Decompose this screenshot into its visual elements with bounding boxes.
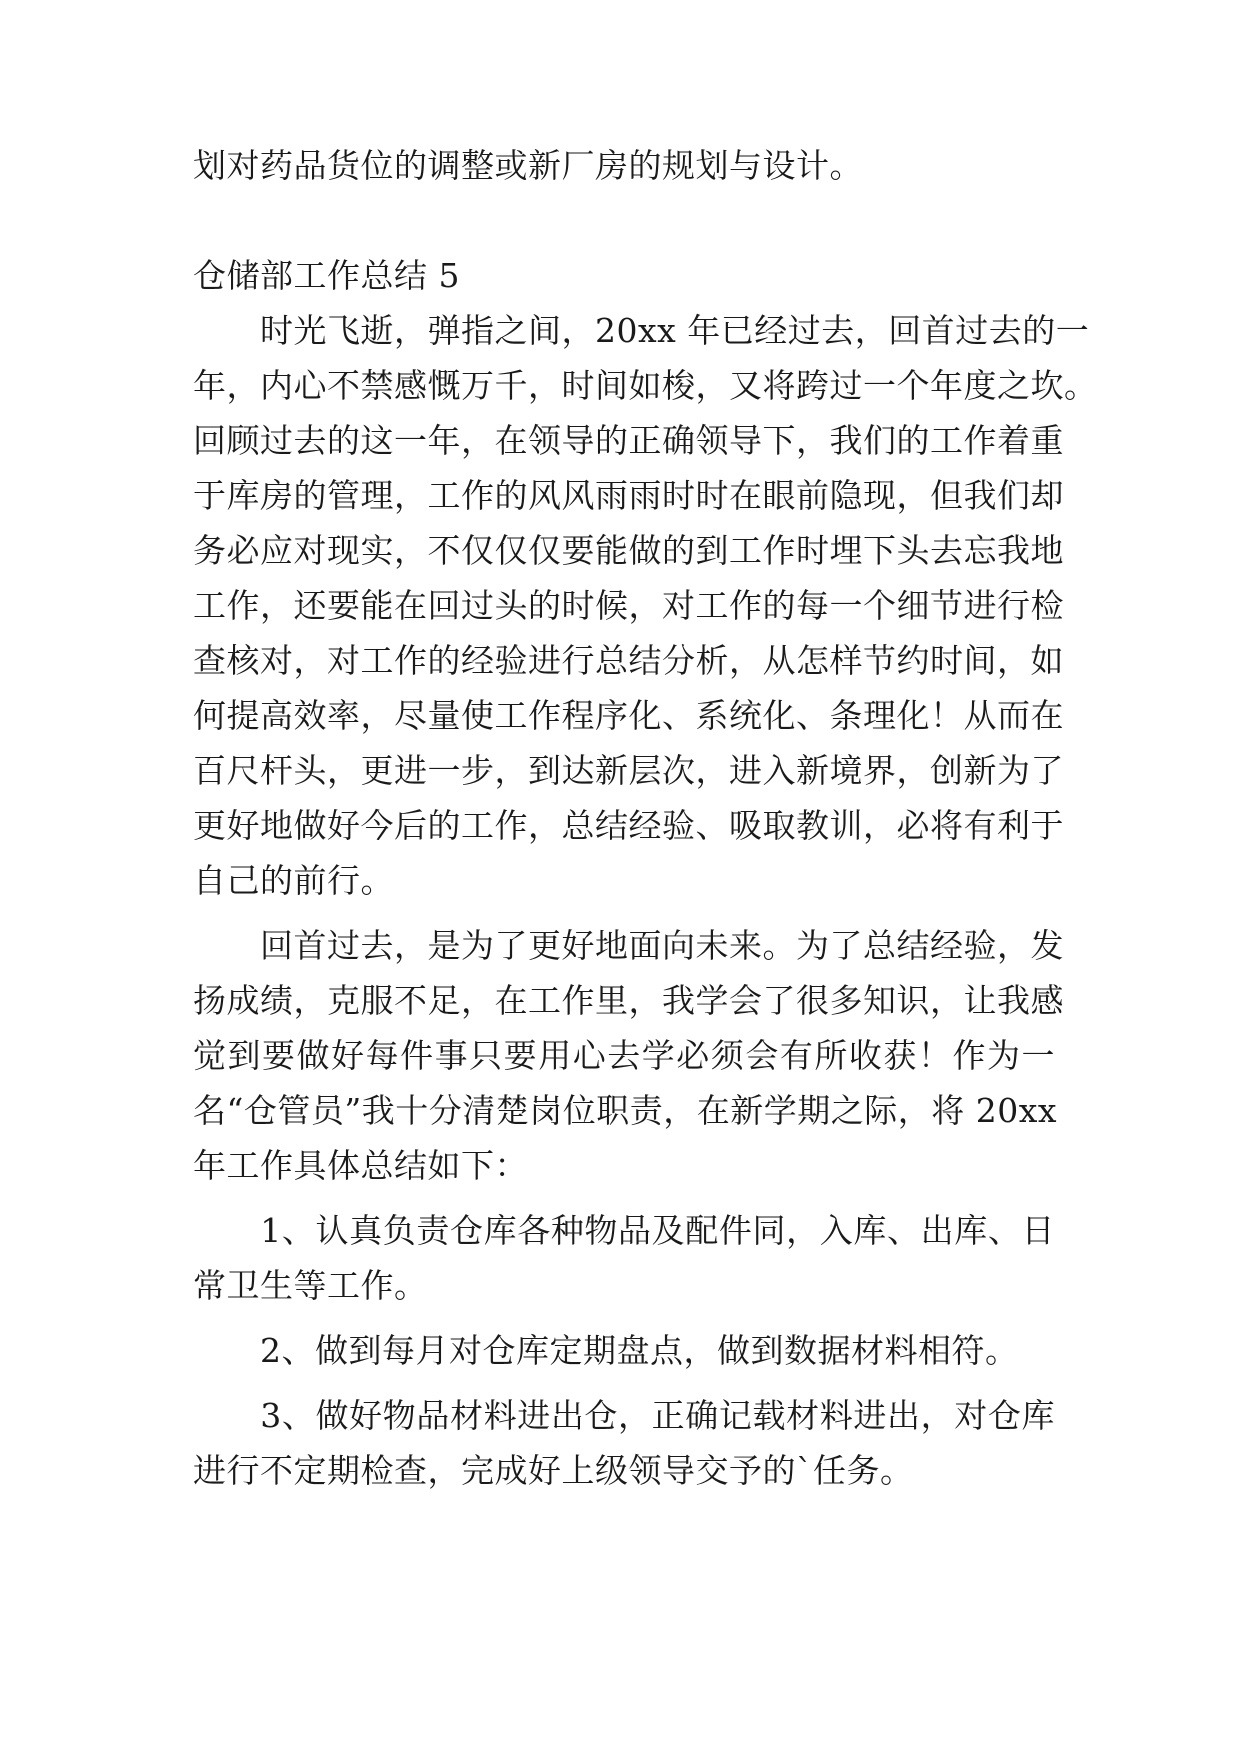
text-line: 于库房的管理，工作的风风雨雨时时在眼前隐现，但我们却 [193,476,1064,515]
text-line: 查核对，对工作的经验进行总结分析，从怎样节约时间，如 [193,641,1064,680]
text-line: 觉到要做好每件事只要用心去学必须会有所收获！作为一 [193,1036,1055,1075]
text-line: 进行不定期检查，完成好上级领导交予的`任务。 [193,1451,914,1490]
text-line: 扬成绩，克服不足，在工作里，我学会了很多知识，让我感 [193,981,1064,1020]
text-line: 回首过去，是为了更好地面向未来。为了总结经验，发 [193,926,1064,965]
list-item: 1、认真负责仓库各种物品及配件同，入库、出库、日 [193,1211,1055,1250]
text-line: 名“仓管员”我十分清楚岗位职责，在新学期之际，将 20xx [193,1091,1057,1130]
text-line: 回顾过去的这一年，在领导的正确领导下，我们的工作着重 [193,421,1064,460]
section-heading: 仓储部工作总结 5 [193,256,460,295]
text-line: 自己的前行。 [193,861,394,900]
list-item: 3、做好物品材料进出仓，正确记载材料进出，对仓库 [193,1396,1055,1435]
text-line: 时光飞逝，弹指之间，20xx 年已经过去，回首过去的一 [193,311,1090,350]
text-line: 划对药品货位的调整或新厂房的规划与设计。 [193,146,863,185]
text-line: 常卫生等工作。 [193,1266,428,1305]
text-line: 务必应对现实，不仅仅仅要能做的到工作时埋下头去忘我地 [193,531,1064,570]
text-line: 百尺杆头，更进一步，到达新层次，进入新境界，创新为了 [193,751,1064,790]
text-line: 工作，还要能在回过头的时候，对工作的每一个细节进行检 [193,586,1064,625]
text-line: 年，内心不禁感慨万千，时间如梭，又将跨过一个年度之坎。 [193,366,1098,405]
text-line: 更好地做好今后的工作，总结经验、吸取教训，必将有利于 [193,806,1064,845]
text-line: 何提高效率，尽量使工作程序化、系统化、条理化！从而在 [193,696,1064,735]
list-item: 2、做到每月对仓库定期盘点，做到数据材料相符。 [193,1331,1019,1370]
text-line: 年工作具体总结如下： [193,1146,528,1185]
